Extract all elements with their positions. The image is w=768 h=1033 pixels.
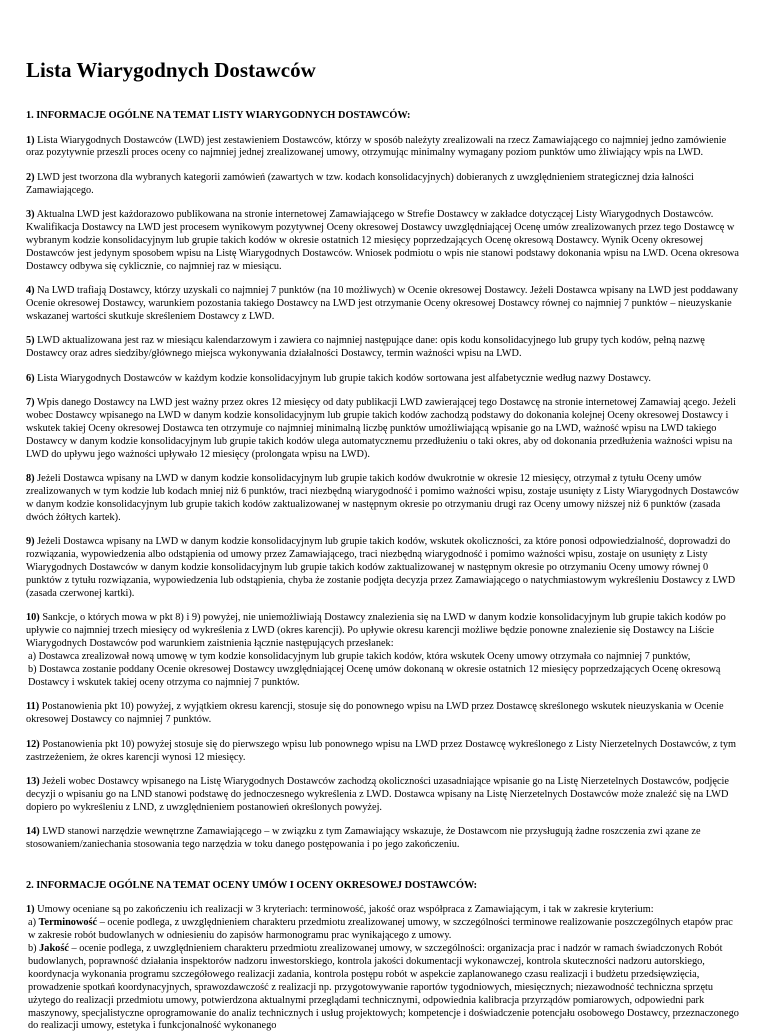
- criterion-text: – ocenie podlega, z uwzględnieniem charakteru przedmiotu zrealizowanej umowy, w szczególności terminowe realizowanie poszczególnych etapów prac w zakresie robót budowlanych w odniesieniu do zapisów harmonogramu prac wynikającego z umowy.: [28, 917, 733, 942]
- paragraph-number: 11): [26, 701, 40, 713]
- criterion-label: b): [28, 943, 40, 955]
- numbered-paragraph: [26, 536, 742, 601]
- criterion-term: Jakość: [39, 943, 69, 955]
- paragraph-number: 7): [26, 397, 35, 409]
- document-body: [26, 109, 742, 1033]
- numbered-paragraph: [26, 373, 742, 386]
- paragraph-number: 6): [26, 372, 35, 384]
- paragraph-text: Wpis danego Dostawcy na LWD jest ważny przez okres 12 miesięcy od daty publikacji LWD zawierającej tego Dostawcę na stronie internetowej Zamawiaj ącego. Jeżeli wobec Dostawcy wpisanego na LWD w danym kodzie konsolidacyjnym lub grupie takich kodów zachodzą podstawy do dokonania kolejnej Oceny okresowej Dostawcy i wskutek takiej Oceny okresowej Dostawca ten otrzymuje co najmniej minimalną liczbę punktów umożliwiającą wpisanie go na LWD, ważność wpisu na LWD takiego Dostawcy w danym kodzie konsolidacyjnym lub grupie takich kodów ulega automatycznemu przedłużeniu o taki okres, aby od dokonania przedłużenia ważności wpisu na LWD do upływu jego ważności upływało 12 miesięcy (prolongata wpisu na LWD).: [26, 397, 736, 460]
- paragraph-text: Postanowienia pkt 10) powyżej stosuje się do pierwszego wpisu lub ponownego wpisu na LWD przez Dostawcę wykreślonego z Listy Nierzetelnych Dostawców, z tym zastrzeżeniem, że okres karencji wynosi 12 miesięcy.: [26, 738, 737, 763]
- paragraph-number: 13): [26, 775, 40, 787]
- criterion-term: Terminowość: [38, 917, 98, 929]
- numbered-paragraph: [26, 335, 742, 361]
- criterion-label: a): [28, 917, 39, 929]
- numbered-paragraph: [26, 701, 742, 727]
- numbered-paragraph: [26, 473, 742, 525]
- paragraph-number: 1): [26, 134, 35, 146]
- paragraph-text: Umowy oceniane są po zakończeniu ich realizacji w 3 kryteriach: terminowość, jakość oraz współpraca z Zamawiającym, i tak w zakresie kryterium:: [37, 904, 654, 916]
- paragraph-text: Jeżeli Dostawca wpisany na LWD w danym kodzie konsolidacyjnym lub grupie takich kodów, wskutek okoliczności, za które ponosi odpowiedzialność, doprowadzi do rozwiązania, wypowiedzenia albo odstąpienia od umowy przez Zamawiającego, traci niezbędną wiarygodność i pomimo ważności wpisu, zostaje on usunięty z Listy Wiarygodnych Dostawców w danym kodzie konsolidacyjnym lub grupie takich kodów zaktualizowanej w następnym okresie po otrzymaniu Oceny umowy równej 0 punktów z tytułu rozwiązania, wypowiedzenia lub odstąpienia, chyba że zostanie podjęta decyzja przez Zamawiającego o natychmiastowym wykreśleniu Dostawcy z LWD (zasada czerwonej kartki).: [26, 536, 736, 599]
- numbered-paragraph: [26, 135, 742, 161]
- paragraph-number: 10): [26, 612, 40, 624]
- numbered-paragraph: [26, 612, 742, 689]
- numbered-paragraph: [26, 739, 742, 765]
- paragraph-text: LWD aktualizowana jest raz w miesiącu kalendarzowym i zawiera co najmniej następujące dane: opis kodu konsolidacyjnego lub grupy tych kodów, pełną nazwę Dostawcy oraz adres siedziby/głównego miejsca wykonywania działalności Dostawcy, termin ważności wpisu na LWD.: [26, 335, 705, 360]
- paragraph-text: Na LWD trafiają Dostawcy, którzy uzyskali co najmniej 7 punktów (na 10 możliwych) w Ocenie okresowej Dostawcy. Jeżeli Dostawca wpisany na LWD jest poddawany Ocenie okresowej Dostawcy, warunkiem pozostania takiego Dostawcy na LWD jest otrzymanie Oceny okresowej Dostawcy równej co najmniej 7 punktów – nieuzyskanie wskazanej wartości skutkuje skreśleniem Dostawcy z LWD.: [26, 285, 738, 323]
- paragraph-text: Sankcje, o których mowa w pkt 8) i 9) powyżej, nie uniemożliwiają Dostawcy znalezienia się na LWD w danym kodzie konsolidacyjnym lub grupie takich kodów po upływie co najmniej trzech miesięcy od wykreślenia z LWD (okres karencji). Po upływie okresu karencji możliwe będzie ponowne znalezienie się Dostawcy na Liście Wiarygodnych Dostawców pod warunkiem zaistnienia łącznie następujących przesłanek:: [26, 612, 726, 650]
- paragraph-number: 12): [26, 738, 40, 750]
- criterion-item: [26, 943, 742, 1033]
- paragraph-number: 9): [26, 536, 35, 548]
- sub-point: b) Dostawca zostanie poddany Ocenie okresowej Dostawcy uwzględniającej Ocenę umów dokonaną w okresie ostatnich 12 miesięcy poprzedzających Ocenę okresową Dostawcy i wskutek takiej oceny otrzyma co najmniej 7 punktów.: [28, 663, 721, 688]
- paragraph-text: Aktualna LWD jest każdorazowo publikowana na stronie internetowej Zamawiającego w Strefie Dostawcy w zakładce dotyczącej Listy Wiarygodnych Dostawców. Kwalifikacja Dostawcy na LWD jest procesem wynikowym pozytywnej Oceny okresowej Dostawcy uwzględniającej Ocenę umów zrealizowanych przez tego Dostawcę w wybranym kodzie konsolidacyjnym lub grupie takich kodów w okresie ostatnich 12 miesięcy poprzedzających Ocenę okresową Dostawcy. Wynik Oceny okresowej Dostawców jest jedynym sposobem wpisu na Listę Wiarygodnych Dostawców. Wniosek podmiotu o wpis nie stanowi podstawy dokonania wpisu na LWD. Ocena okresowa Dostawcy odbywa się cyklicznie, co najmniej raz w miesiącu.: [26, 209, 739, 272]
- paragraph-text: Jeżeli wobec Dostawcy wpisanego na Listę Wiarygodnych Dostawców zachodzą okoliczności uzasadniające wpisanie go na Listę Nierzetelnych Dostawców, podjęcie decyzji o wpisaniu go na LND stanowi podstawę do jednoczesnego wykreślenia z LWD. Dostawca wpisany na Listę Nierzetelnych Dostawców może znaleźć się na LWD dopiero po wykreśleniu z LND, z uwzględnieniem postanowień określonych powyżej.: [26, 775, 729, 813]
- paragraph-text: LWD jest tworzona dla wybranych kategorii zamówień (zawartych w tzw. kodach konsolidacyjnych) dobieranych z uwzględnieniem strategicznej dzia łalności Zamawiającego.: [26, 171, 694, 196]
- paragraph-number: 2): [26, 171, 35, 183]
- paragraph-number: 4): [26, 285, 35, 297]
- sub-point: a) Dostawca zrealizował nową umowę w tym kodzie konsolidacyjnym lub grupie takich kodów, która wskutek Oceny umowy otrzymała co najmniej 7 punktów,: [28, 651, 691, 663]
- paragraph-text: Jeżeli Dostawca wpisany na LWD w danym kodzie konsolidacyjnym lub grupie takich kodów dwukrotnie w okresie 12 miesięcy, otrzymał z tytułu Oceny umów zrealizowanych w tym kodzie lub kodach mniej niż 6 punktów, traci niezbędną wiarygodność i pomimo ważności wpisu, zostaje usunięty z Listy Wiarygodnych Dostawców w danym kodzie konsolidacyjnym lub grupie takich kodów zaktualizowanej w następnym okresie po otrzymaniu drugi raz Oceny umowy niższej niż 6 punktów (zasada dwóch żółtych kartek).: [26, 473, 740, 523]
- page-title: Lista Wiarygodnych Dostawców: [26, 58, 316, 82]
- paragraph-number: 8): [26, 473, 35, 485]
- criterion-item: [26, 917, 742, 943]
- section-heading: 1. INFORMACJE OGÓLNE NA TEMAT LISTY WIARYGODNYCH DOSTAWCÓW:: [26, 110, 411, 122]
- numbered-paragraph: [26, 172, 742, 198]
- paragraph-text: LWD stanowi narzędzie wewnętrzne Zamawiającego – w związku z tym Zamawiający wskazuje, że Dostawcom nie przysługują żadne roszczenia zwi ązane ze stosowaniem/zaniechania stosowania tego narzędzia w toku danego postępowania i po jego zakończeniu.: [26, 826, 701, 851]
- numbered-paragraph: [26, 285, 742, 324]
- paragraph-text: Lista Wiarygodnych Dostawców (LWD) jest zestawieniem Dostawców, którzy w sposób należyty zrealizowali na rzecz Zamawiającego co najmniej jedno zamówienie oraz pozytywnie przeszli proces oceny co najmniej jednej zrealizowanej umowy, otrzymując minimalny wymagany poziom punktów umo żliwiający wpis na LWD.: [26, 134, 727, 159]
- numbered-paragraph: [26, 826, 742, 852]
- paragraph-number: 3): [26, 209, 35, 221]
- numbered-paragraph: [26, 209, 742, 274]
- numbered-paragraph: [26, 904, 742, 1033]
- numbered-paragraph: [26, 397, 742, 462]
- numbered-paragraph: [26, 776, 742, 815]
- paragraph-text: Lista Wiarygodnych Dostawców w każdym kodzie konsolidacyjnym lub grupie takich kodów sortowana jest alfabetycznie według nazwy Dostawcy.: [37, 372, 651, 384]
- paragraph-number: 5): [26, 335, 35, 347]
- paragraph-number: 1): [26, 904, 35, 916]
- paragraph-text: Postanowienia pkt 10) powyżej, z wyjątkiem okresu karencji, stosuje się do ponownego wpisu na LWD przez Dostawcę skreślonego wskutek nieuzyskania w Ocenie okresowej Dostawcy co najmniej 7 punktów.: [26, 701, 724, 726]
- criterion-text: – ocenie podlega, z uwzględnieniem charakteru przedmiotu zrealizowanej umowy, w szczególności: organizacja prac i nadzór w ramach świadczonych Robót budowlanych, poprawność działania inspektorów nadzoru inwestorskiego, kontrola jakości dokumentacji wykonawczej, kontrola skuteczności nadzoru autorskiego, koordynacja wykonania programu szczegółowego realizacji zadania, kontrola postępu robót w aspekcie zaplanowanego czasu realizacji i budżetu przedsięwzięcia, prowadzenie spotkań koordynacyjnych, sprawozdawczość z realizacji np. przygotowywanie raportów tygodniowych, miesięcznych; niezawodność techniczna sprzętu użytego do realizacji przedmiotu umowy, potwierdzona aktualnymi przeglądami technicznymi, odpowiednia kalibracja przyrządów pomiarowych, odpowiedni park maszynowy, specjalistyczne oprogramowanie do analiz technicznych i usług projektowych; kompetencje i doświadczenie potencjału osobowego Dostawcy, przeznaczonego do realizacji umowy, estetyka i funkcjonalność wykonanego: [28, 943, 739, 1032]
- paragraph-number: 14): [26, 826, 40, 838]
- section-heading: 2. INFORMACJE OGÓLNE NA TEMAT OCENY UMÓW I OCENY OKRESOWEJ DOSTAWCÓW:: [26, 879, 478, 891]
